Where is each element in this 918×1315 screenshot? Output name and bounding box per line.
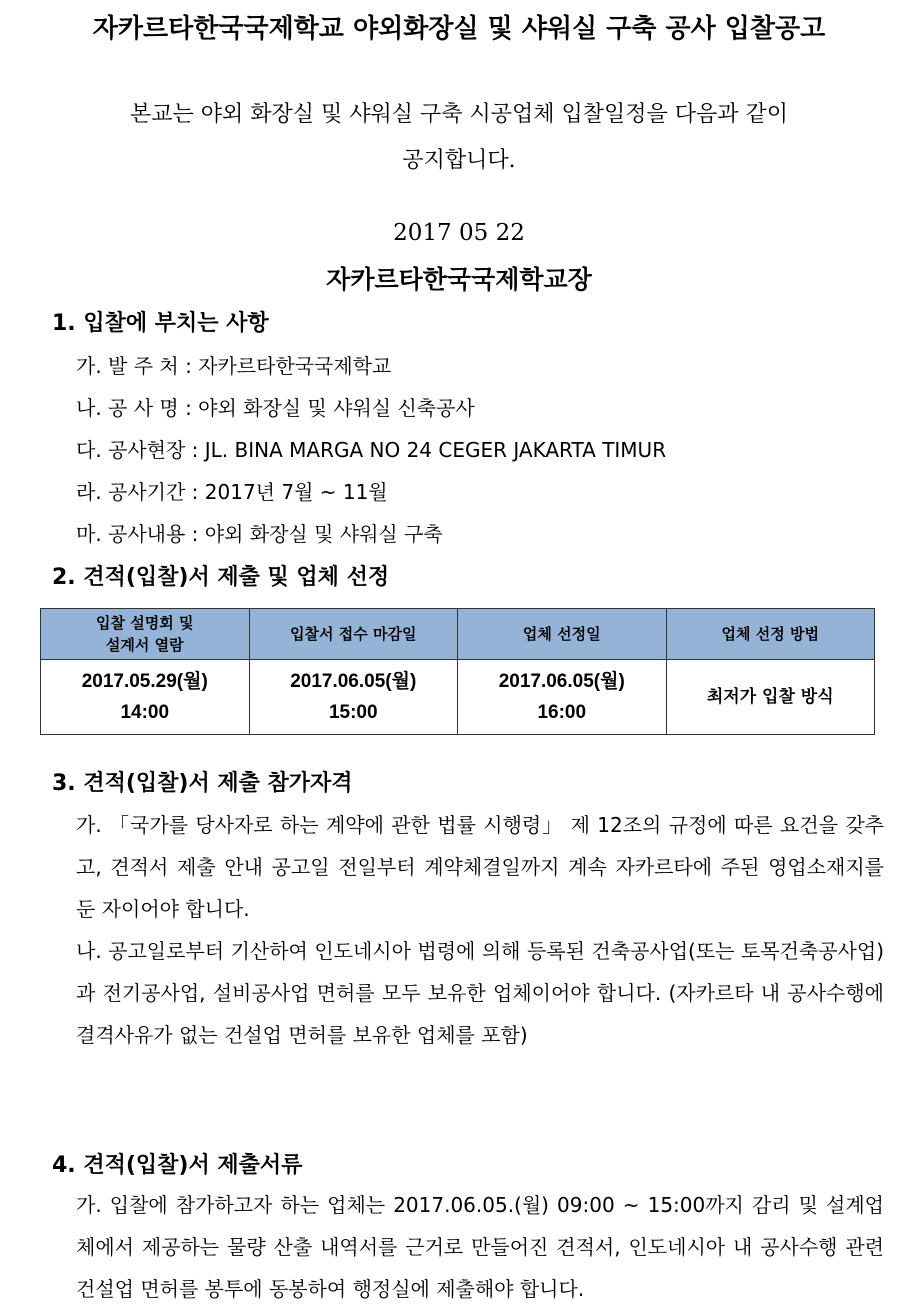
table-header-selection-date: 업체 선정일 — [458, 609, 667, 660]
table-cell-deadline: 2017.06.05(월) 15:00 — [249, 660, 458, 735]
section-3-heading: 3. 견적(입찰)서 제출 참가자격 — [52, 771, 353, 796]
table-cell-selection-method: 최저가 입찰 방식 — [666, 660, 875, 735]
table-header-selection-method: 업체 선정 방법 — [666, 609, 875, 660]
intro-line-2: 공지합니다. — [402, 148, 516, 173]
notice-title: 자카르타한국국제학교 야외화장실 및 샤워실 구축 공사 입찰공고 — [92, 14, 826, 44]
section-1-item-project-name: 나. 공 사 명 : 야외 화장실 및 샤워실 신축공사 — [76, 396, 475, 420]
table-row — [41, 660, 875, 735]
section-1-item-site: 다. 공사현장 : JL. BINA MARGA NO 24 CEGER JAKARTA TIMUR — [76, 438, 667, 462]
notice-date: 2017 05 22 — [393, 220, 525, 246]
intro-line-1: 본교는 야외 화장실 및 샤워실 구축 시공업체 입찰일정을 다음과 같이 — [130, 102, 788, 127]
section-1-item-orderer: 가. 발 주 처 : 자카르타한국국제학교 — [76, 354, 392, 378]
bid-schedule-table — [40, 608, 875, 735]
section-1-heading: 1. 입찰에 부치는 사항 — [52, 311, 269, 336]
table-cell-selection-date: 2017.06.05(월) 16:00 — [458, 660, 667, 735]
table-header-deadline: 입찰서 접수 마감일 — [249, 609, 458, 660]
intro-paragraph — [60, 92, 858, 184]
table-cell-briefing: 2017.05.29(월) 14:00 — [41, 660, 250, 735]
section-2-heading: 2. 견적(입찰)서 제출 및 업체 선정 — [52, 565, 390, 590]
table-header-briefing: 입찰 설명회 및 설계서 열람 — [41, 609, 250, 660]
section-3-paragraph-na: 나. 공고일로부터 기산하여 인도네시아 법령에 의해 등록된 건축공사업(또는 토목건축공사업)과 전기공사업, 설비공사업 면허를 모두 보유한 업체이어야 합니다. (자카르타 내 공사수행에 결격사유가 없는 건설업 면허를 보유한 업체를 포함) — [76, 939, 884, 1047]
section-1-item-content: 마. 공사내용 : 야외 화장실 및 샤워실 구축 — [76, 522, 443, 546]
section-1-item-period: 라. 공사기간 : 2017년 7월 ~ 11월 — [76, 480, 388, 504]
table-header-row — [41, 609, 875, 660]
section-3-paragraph-ga: 가. 「국가를 당사자로 하는 계약에 관한 법률 시행령」 제 12조의 규정에 따른 요건을 갖추고, 견적서 제출 안내 공고일 전일부터 계약체결일까지 계속 자카르타에 주된 영업소재지를 둔 자이어야 합니다. — [76, 813, 884, 921]
section-4-paragraph-ga: 가. 입찰에 참가하고자 하는 업체는 2017.06.05.(월) 09:00 ~ 15:00까지 감리 및 설계업체에서 제공하는 물량 산출 내역서를 근거로 만들어진 견적서, 인도네시아 내 공사수행 관련 건설업 면허를 봉투에 동봉하여 행정실에 제출해야 합니다. — [76, 1193, 884, 1301]
notice-signer: 자카르타한국국제학교장 — [326, 265, 592, 294]
section-4-heading: 4. 견적(입찰)서 제출서류 — [52, 1153, 303, 1178]
